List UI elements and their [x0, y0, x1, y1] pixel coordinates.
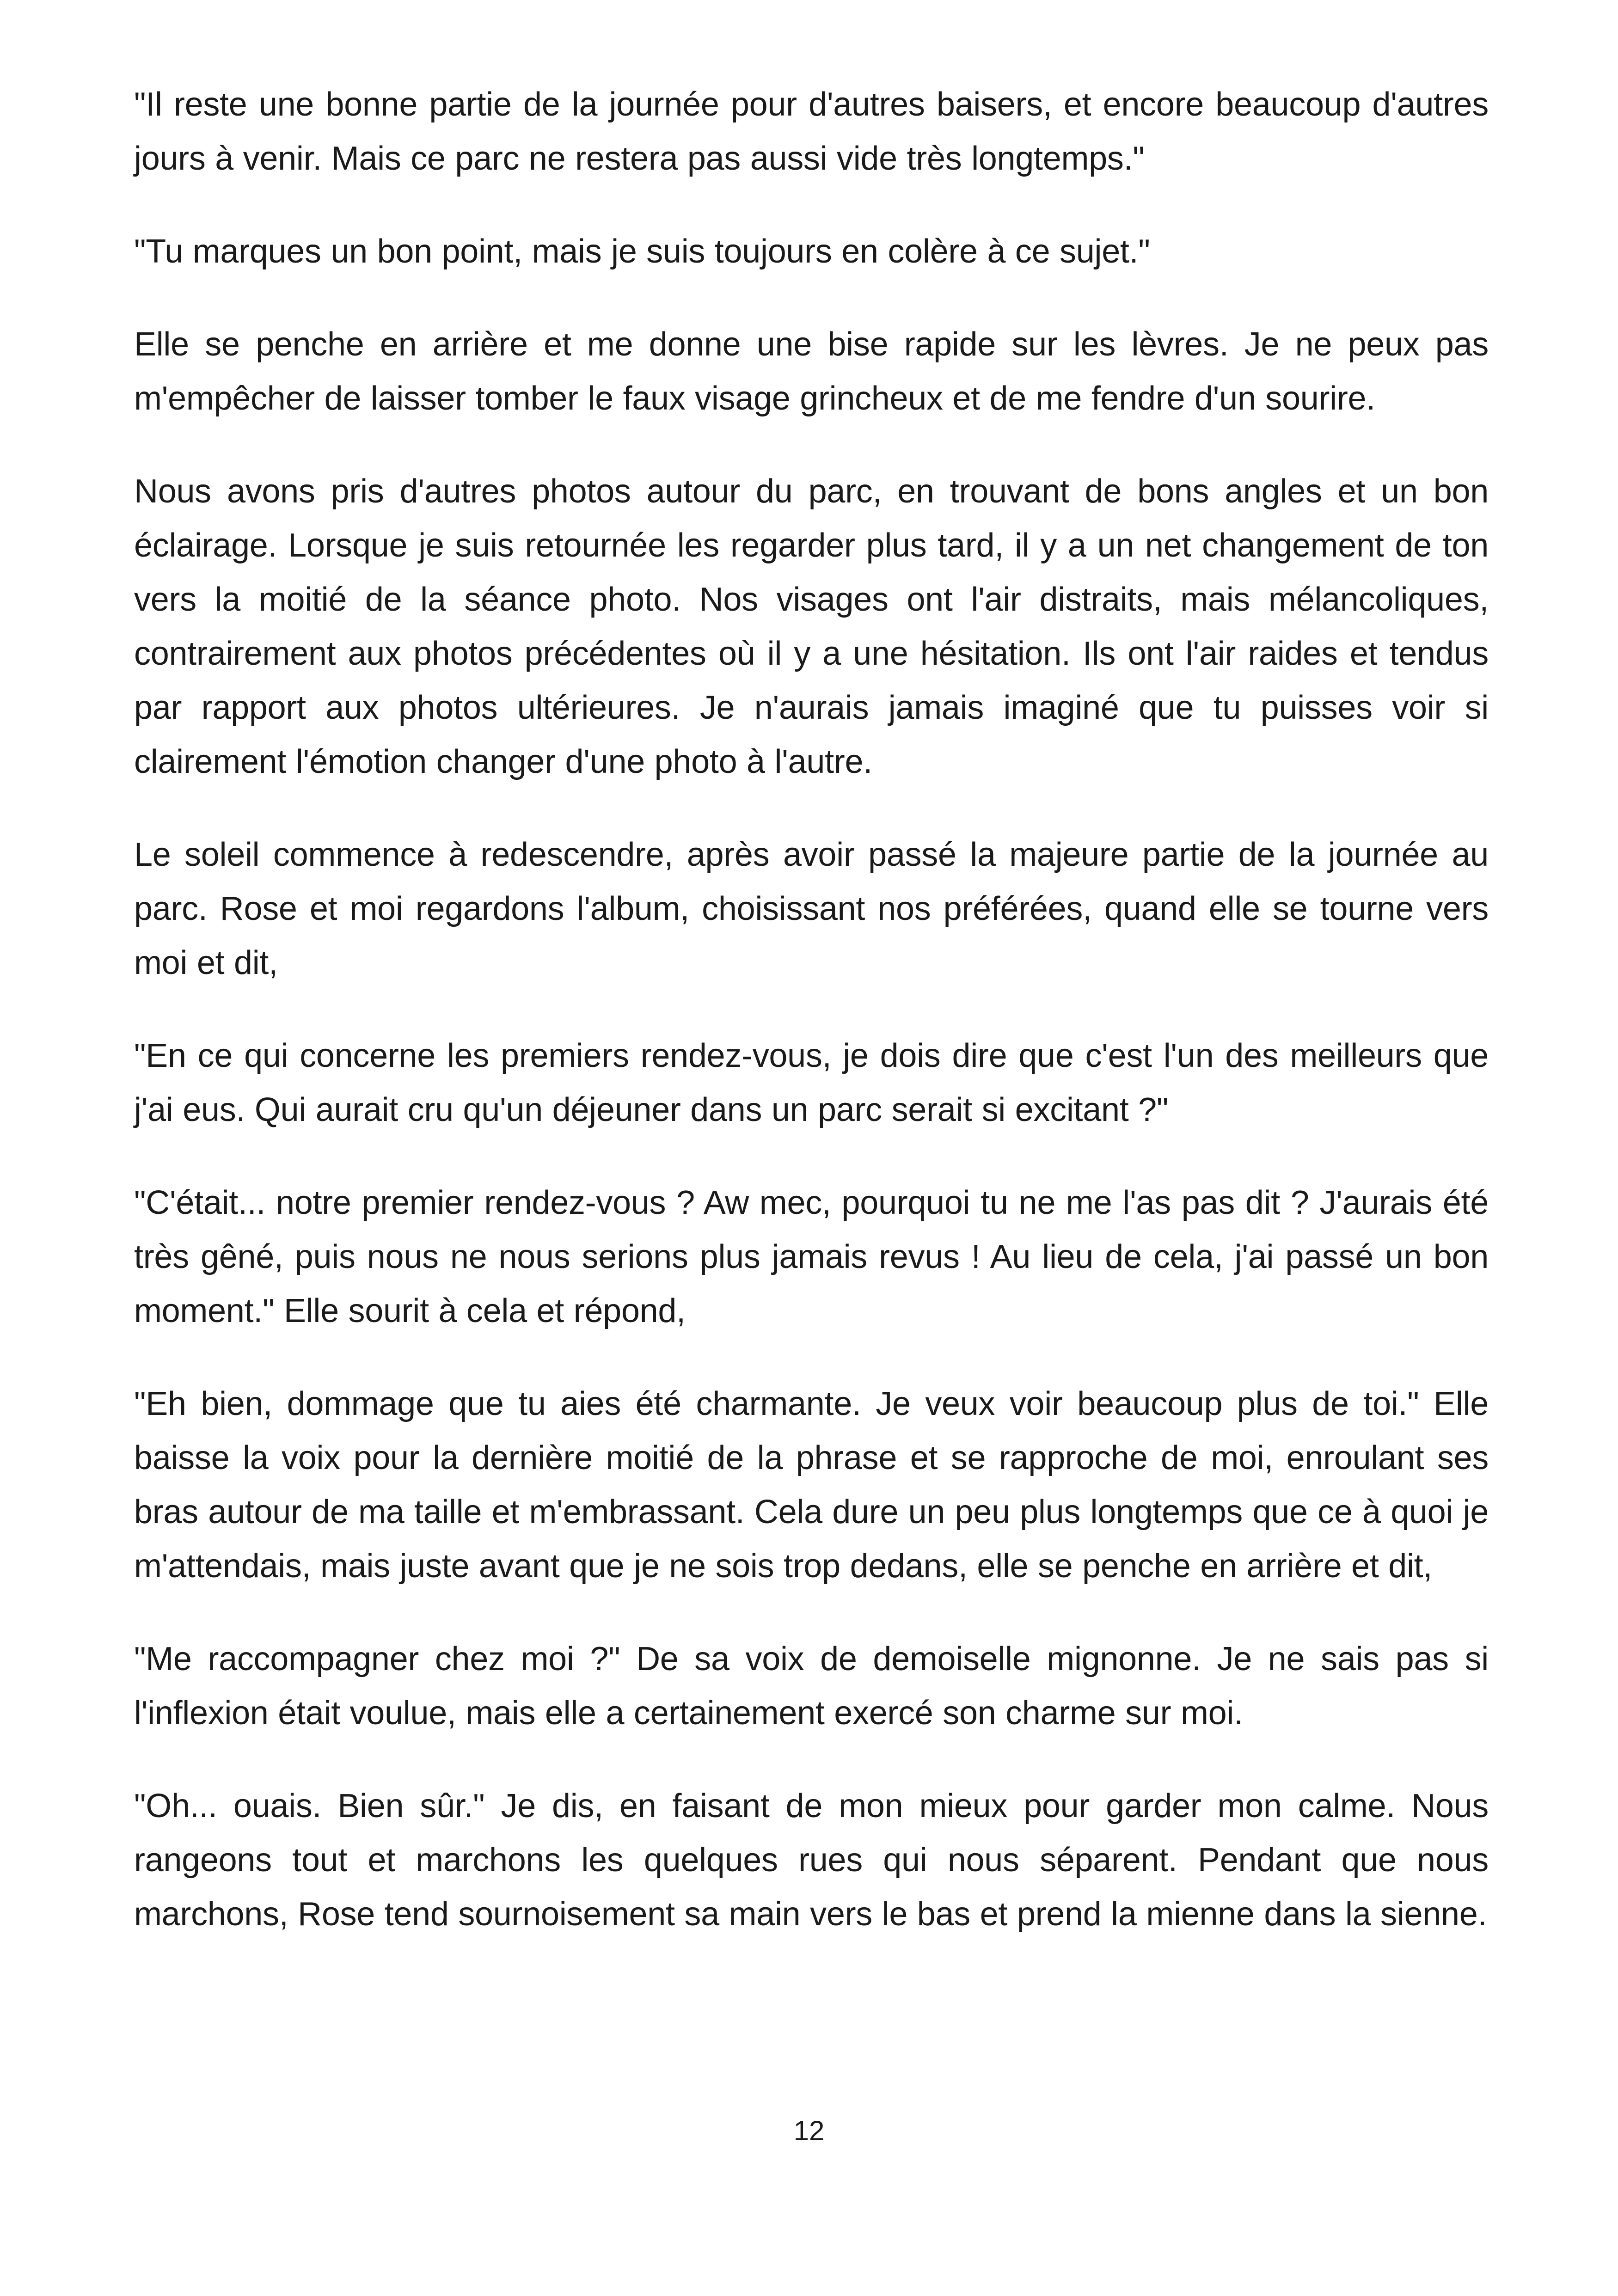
paragraph-6: "En ce qui concerne les premiers rendez-vous, je dois dire que c'est l'un des meilleurs que j'ai eus. Qui aurait cru qu'un déjeuner dans un parc serait si excitant ?": [134, 1037, 1489, 1128]
paragraph-1: "Il reste une bonne partie de la journée pour d'autres baisers, et encore beaucoup d'autres jours à venir. Mais ce parc ne restera pas aussi vide très longtemps.": [134, 86, 1489, 177]
paragraph-2: "Tu marques un bon point, mais je suis toujours en colère à ce sujet.": [134, 233, 1150, 270]
document-page: [134, 78, 1489, 1980]
paragraph-9: "Me raccompagner chez moi ?" De sa voix de demoiselle mignonne. Je ne sais pas si l'inflexion était voulue, mais elle a certainement exercé son charme sur moi.: [134, 1641, 1489, 1732]
paragraph-5: Le soleil commence à redescendre, après avoir passé la majeure partie de la journée au parc. Rose et moi regardons l'album, choisissant nos préférées, quand elle se tourne vers moi et dit,: [134, 836, 1489, 981]
paragraph-8: "Eh bien, dommage que tu aies été charmante. Je veux voir beaucoup plus de toi." Elle baisse la voix pour la dernière moitié de la phrase et se rapproche de moi, enroulant ses bras autour de ma taille et m'embrassant. Cela dure un peu plus longtemps que ce à quoi je m'attendais, mais juste avant que je ne sois trop dedans, elle se penche en arrière et dit,: [134, 1385, 1489, 1585]
paragraph-10: "Oh... ouais. Bien sûr." Je dis, en faisant de mon mieux pour garder mon calme. Nous rangeons tout et marchons les quelques rues qui nous séparent. Pendant que nous marchons, Rose tend sournoisement sa main vers le bas et prend la mienne dans la sienne.: [134, 1788, 1489, 1933]
paragraph-7: "C'était... notre premier rendez-vous ? Aw mec, pourquoi tu ne me l'as pas dit ? J'aurais été très gêné, puis nous ne nous serions plus jamais revus ! Au lieu de cela, j'ai passé un bon moment." Elle sourit à cela et répond,: [134, 1184, 1489, 1329]
paragraph-3: Elle se penche en arrière et me donne une bise rapide sur les lèvres. Je ne peux pas m'empêcher de laisser tomber le faux visage grincheux et de me fendre d'un sourire.: [134, 326, 1489, 417]
paragraph-4: Nous avons pris d'autres photos autour du parc, en trouvant de bons angles et un bon éclairage. Lorsque je suis retournée les regarder plus tard, il y a un net changement de ton vers la moitié de la séance photo. Nos visages ont l'air distraits, mais mélancoliques, contrairement aux photos précédentes où il y a une hésitation. Ils ont l'air raides et tendus par rapport aux photos ultérieures. Je n'aurais jamais imaginé que tu puisses voir si clairement l'émotion changer d'une photo à l'autre.: [134, 473, 1489, 780]
page-number: 12: [793, 2115, 825, 2146]
